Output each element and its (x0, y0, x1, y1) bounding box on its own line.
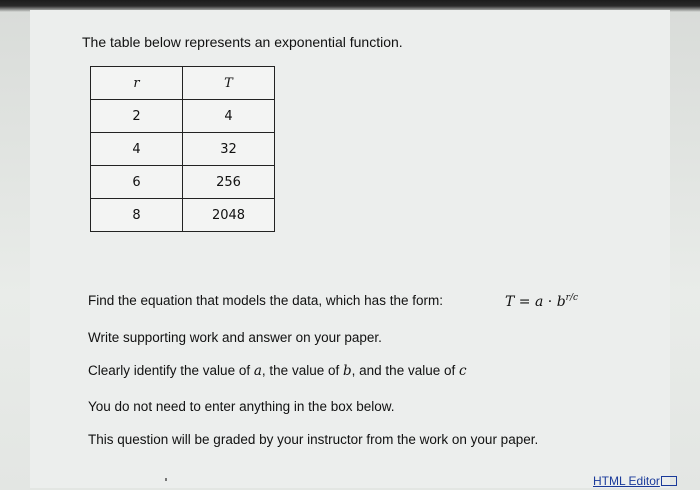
formula-equals: = (518, 294, 531, 310)
prompt-identify-text: Clearly identify the value of (88, 363, 251, 378)
table-cell: 8 (91, 199, 183, 232)
variable-c: c (459, 363, 467, 379)
prompt-identify-values (88, 363, 467, 379)
table-row (91, 133, 275, 166)
prompt-supporting-work: Write supporting work and answer on your paper. (88, 330, 382, 345)
html-editor-link[interactable] (593, 474, 677, 488)
table-row (91, 166, 275, 199)
column-header-r: r (91, 67, 183, 100)
html-editor-label: HTML Editor (593, 474, 660, 488)
formula-exponent: r/c (565, 293, 579, 303)
formula (505, 293, 578, 310)
table-cell: 2048 (183, 199, 275, 232)
table-cell: 256 (183, 166, 275, 199)
table-cell: 4 (91, 133, 183, 166)
variable-a: a (253, 363, 262, 379)
question-intro: The table below represents an exponential function. (82, 34, 403, 50)
table-header-row (91, 67, 275, 100)
prompt-grading-note: This question will be graded by your instructor from the work on your paper. (88, 432, 539, 447)
data-table (90, 66, 275, 232)
table-cell: 2 (91, 100, 183, 133)
table-cell: 6 (91, 166, 183, 199)
prompt-identify-text: , the value of (261, 363, 340, 378)
table-cell: 4 (183, 100, 275, 133)
variable-b: b (343, 363, 352, 379)
formula-a: a (534, 294, 544, 310)
prompt-identify-text: , and the value of (351, 363, 456, 378)
divider-mark (165, 478, 167, 481)
prompt-no-entry: You do not need to enter anything in the box below. (88, 399, 395, 414)
column-header-t: T (183, 67, 275, 100)
table-cell: 32 (183, 133, 275, 166)
prompt-find-equation: Find the equation that models the data, which has the form: (88, 293, 443, 308)
table-row (91, 100, 275, 133)
formula-dot: · (547, 294, 553, 310)
formula-lhs: T (505, 294, 515, 310)
formula-b: b (556, 294, 566, 310)
keyboard-icon (661, 476, 677, 486)
table-row (91, 199, 275, 232)
